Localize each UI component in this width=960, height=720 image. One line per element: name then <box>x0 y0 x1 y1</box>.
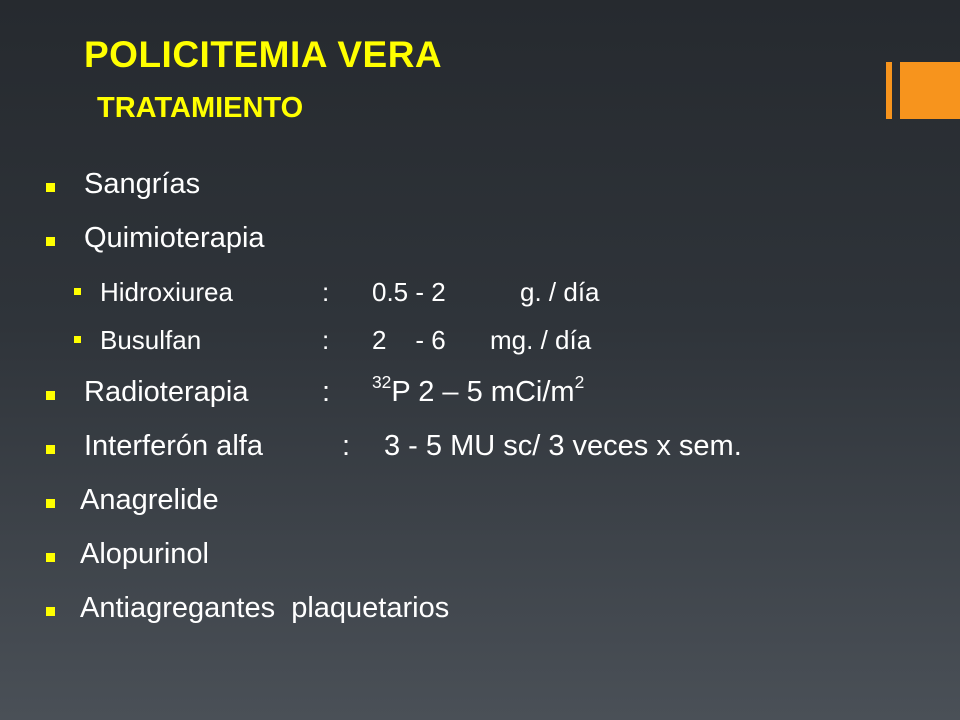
bullet-text: Sangrías <box>84 168 201 200</box>
interferon-dose: 3 - 5 MU sc/ 3 veces x sem. <box>384 430 742 462</box>
bullet-text: Alopurinol <box>80 538 209 570</box>
separator: : <box>322 277 330 307</box>
slide-subtitle: TRATAMIENTO <box>97 92 304 124</box>
bullet-text: Anagrelide <box>80 484 219 516</box>
bullet-marker-icon <box>46 237 55 246</box>
radioterapia-dose <box>372 371 585 409</box>
separator: : <box>322 325 330 355</box>
bullet-text: Antiagregantes plaquetarios <box>80 592 450 624</box>
bullet-text: Interferón alfa <box>84 430 263 462</box>
isotope-symbol: P <box>391 376 411 408</box>
bullet-marker-icon <box>74 288 81 295</box>
bullet-marker-icon <box>46 553 55 562</box>
isotope-mass-number: 32 <box>372 371 392 392</box>
dose-unit: g. / día <box>520 277 600 307</box>
slide-title: POLICITEMIA VERA <box>84 34 443 75</box>
dose-exponent: 2 <box>574 371 585 392</box>
bullet-marker-icon <box>46 499 55 508</box>
dose-range: 0.5 - 2 <box>372 277 446 307</box>
bullet-marker-icon <box>46 445 55 454</box>
separator: : <box>322 376 331 408</box>
separator: : <box>342 430 351 462</box>
bullet-marker-icon <box>46 607 55 616</box>
bullet-text: Quimioterapia <box>84 222 265 254</box>
bullet-marker-icon <box>46 183 55 192</box>
dose-unit: mg. / día <box>490 325 592 355</box>
dose-value: 2 – 5 mCi/m <box>418 376 575 408</box>
drug-name: Busulfan <box>100 325 202 355</box>
dose-range: 2 - 6 <box>372 325 446 355</box>
bullet-marker-icon <box>46 391 55 400</box>
bullet-text: Radioterapia <box>84 376 249 408</box>
bullet-marker-icon <box>74 336 81 343</box>
drug-name: Hidroxiurea <box>100 277 233 307</box>
